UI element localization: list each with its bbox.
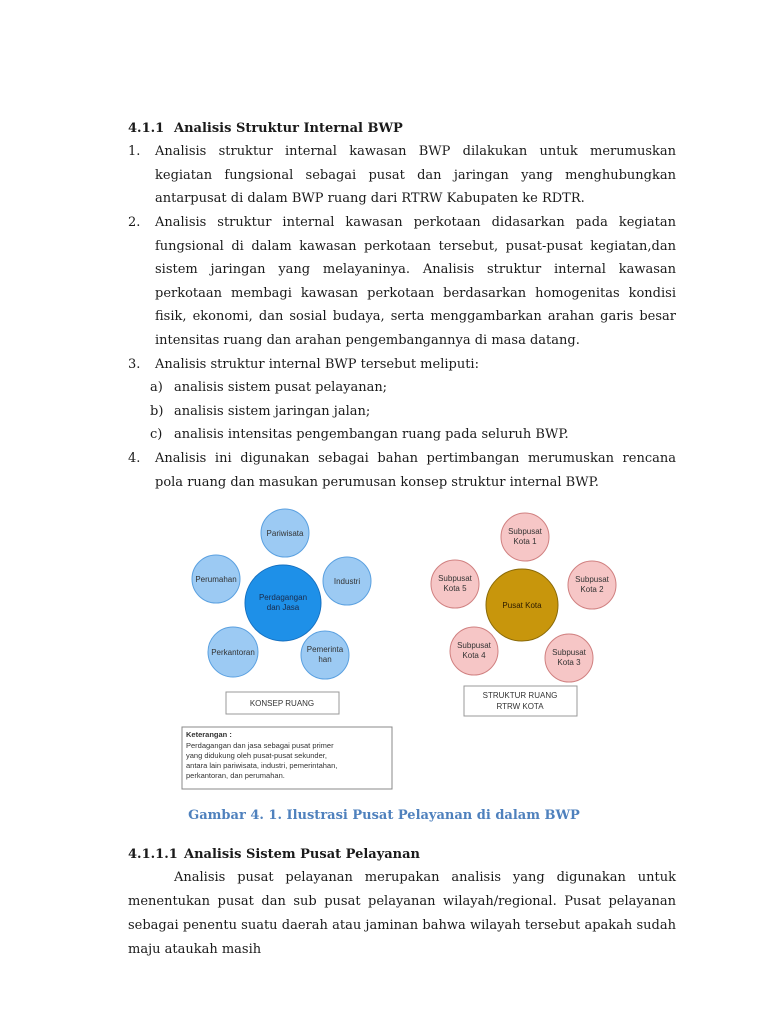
subsection-title: Analisis Sistem Pusat Pelayanan (184, 847, 421, 862)
konsep-ruang-diagram (192, 509, 371, 714)
body-paragraph (128, 866, 676, 962)
section-title: Analisis Struktur Internal BWP (174, 121, 403, 136)
list-item-text: Analisis struktur internal kawasan BWP dilakukan untuk merumuskan kegiatan fungsional sebagai pusat dan jaringan yang menghubungkan antarpusat di dalam BWP ruang dari RTRW Kabupaten ke RDTR. (155, 144, 676, 206)
sub-list-item-text: analisis sistem pusat pelayanan; (174, 380, 388, 395)
struktur-ruang-label: STRUKTUR RUANG (482, 691, 558, 700)
sub-list-item-text: analisis intensitas pengembangan ruang pada seluruh BWP. (174, 427, 569, 442)
label-subpusat-kota-4: Subpusat (457, 641, 491, 650)
section-heading (128, 121, 403, 136)
legend-line: yang didukung oleh pusat-pusat sekunder, (186, 751, 327, 760)
subsection-heading (128, 847, 420, 862)
label-pusat-kota: Pusat Kota (502, 601, 542, 610)
list-item-text: Analisis struktur internal BWP tersebut meliputi: (155, 357, 479, 372)
list-item-number: 1. (128, 144, 141, 159)
list-item-number: 4. (128, 451, 141, 466)
label-subpusat-kota-3: Kota 3 (557, 658, 581, 667)
label-subpusat-kota-4: Kota 4 (462, 651, 486, 660)
label-pemerintahan: Pemerinta (306, 645, 344, 654)
sub-list-item (150, 376, 676, 400)
list-item-text: Analisis struktur internal kawasan perkotaan didasarkan pada kegiatan fungsional di dalam kawasan perkotaan tersebut, pusat-pusat kegiatan,dan sistem jaringan yang melayaninya. Analisis struktur internal kawasan perkotaan membagi kawasan perkotaan berdasarkan homogenitas kondisi fisik, ekonomi, dan sosial budaya, serta menggambarkan arahan garis besar intensitas ruang dan arahan pengembangannya di masa datang. (155, 215, 676, 348)
figure-caption: Gambar 4. 1. Ilustrasi Pusat Pelayanan di dalam BWP (188, 808, 580, 823)
legend-line: Perdagangan dan jasa sebagai pusat primer (186, 741, 334, 750)
list-item-number: 3. (128, 357, 141, 372)
label-subpusat-kota-1: Kota 1 (513, 537, 537, 546)
label-subpusat-kota-5: Subpusat (438, 574, 472, 583)
list-item (128, 211, 676, 352)
list-item-number: 2. (128, 215, 141, 230)
sub-list-item-number: c) (150, 427, 163, 442)
struktur-ruang-label: RTRW KOTA (496, 702, 544, 711)
label-perumahan: Perumahan (195, 575, 237, 584)
list-item (128, 140, 676, 211)
legend-line: antara lain pariwisata, industri, pemerintahan, (186, 761, 338, 770)
label-perdagangan-jasa: Perdagangan (258, 593, 308, 602)
list-item (128, 447, 676, 494)
label-pariwisata: Pariwisata (266, 529, 304, 538)
figure-illustration (0, 500, 768, 800)
legend-title: Keterangan : (186, 730, 232, 739)
struktur-ruang-diagram (431, 513, 616, 716)
figure-legend (182, 727, 392, 789)
section-number: 4.1.1 (128, 121, 165, 136)
sub-list-item-text: analisis sistem jaringan jalan; (174, 404, 371, 419)
label-pemerintahan: han (318, 655, 332, 664)
list-item-text: Analisis ini digunakan sebagai bahan pertimbangan merumuskan rencana pola ruang dan masukan perumusan konsep struktur internal BWP. (155, 451, 676, 490)
sub-list-item (150, 423, 676, 447)
body-paragraph-text: Analisis pusat pelayanan merupakan analisis yang digunakan untuk menentukan pusat dan sub pusat pelayanan wilayah/regional. Pusat pelayanan sebagai penentu suatu daerah atau jaminan bahwa wilayah tersebut apakah sudah maju ataukah masih (128, 870, 676, 957)
list-item (128, 353, 676, 377)
label-subpusat-kota-5: Kota 5 (443, 584, 467, 593)
label-subpusat-kota-3: Subpusat (552, 648, 586, 657)
label-subpusat-kota-1: Subpusat (508, 527, 542, 536)
sub-list-item (150, 400, 676, 424)
label-industri: Industri (333, 577, 361, 586)
sub-list-item-number: b) (150, 404, 164, 419)
label-perkantoran: Perkantoran (211, 648, 255, 657)
label-subpusat-kota-2: Kota 2 (580, 585, 604, 594)
label-perdagangan-jasa: dan Jasa (266, 603, 300, 612)
subsection-number: 4.1.1.1 (128, 847, 178, 862)
konsep-ruang-label: KONSEP RUANG (249, 699, 315, 708)
sub-list-item-number: a) (150, 380, 163, 395)
legend-line: perkantoran, dan perumahan. (186, 771, 285, 780)
label-subpusat-kota-2: Subpusat (575, 575, 609, 584)
